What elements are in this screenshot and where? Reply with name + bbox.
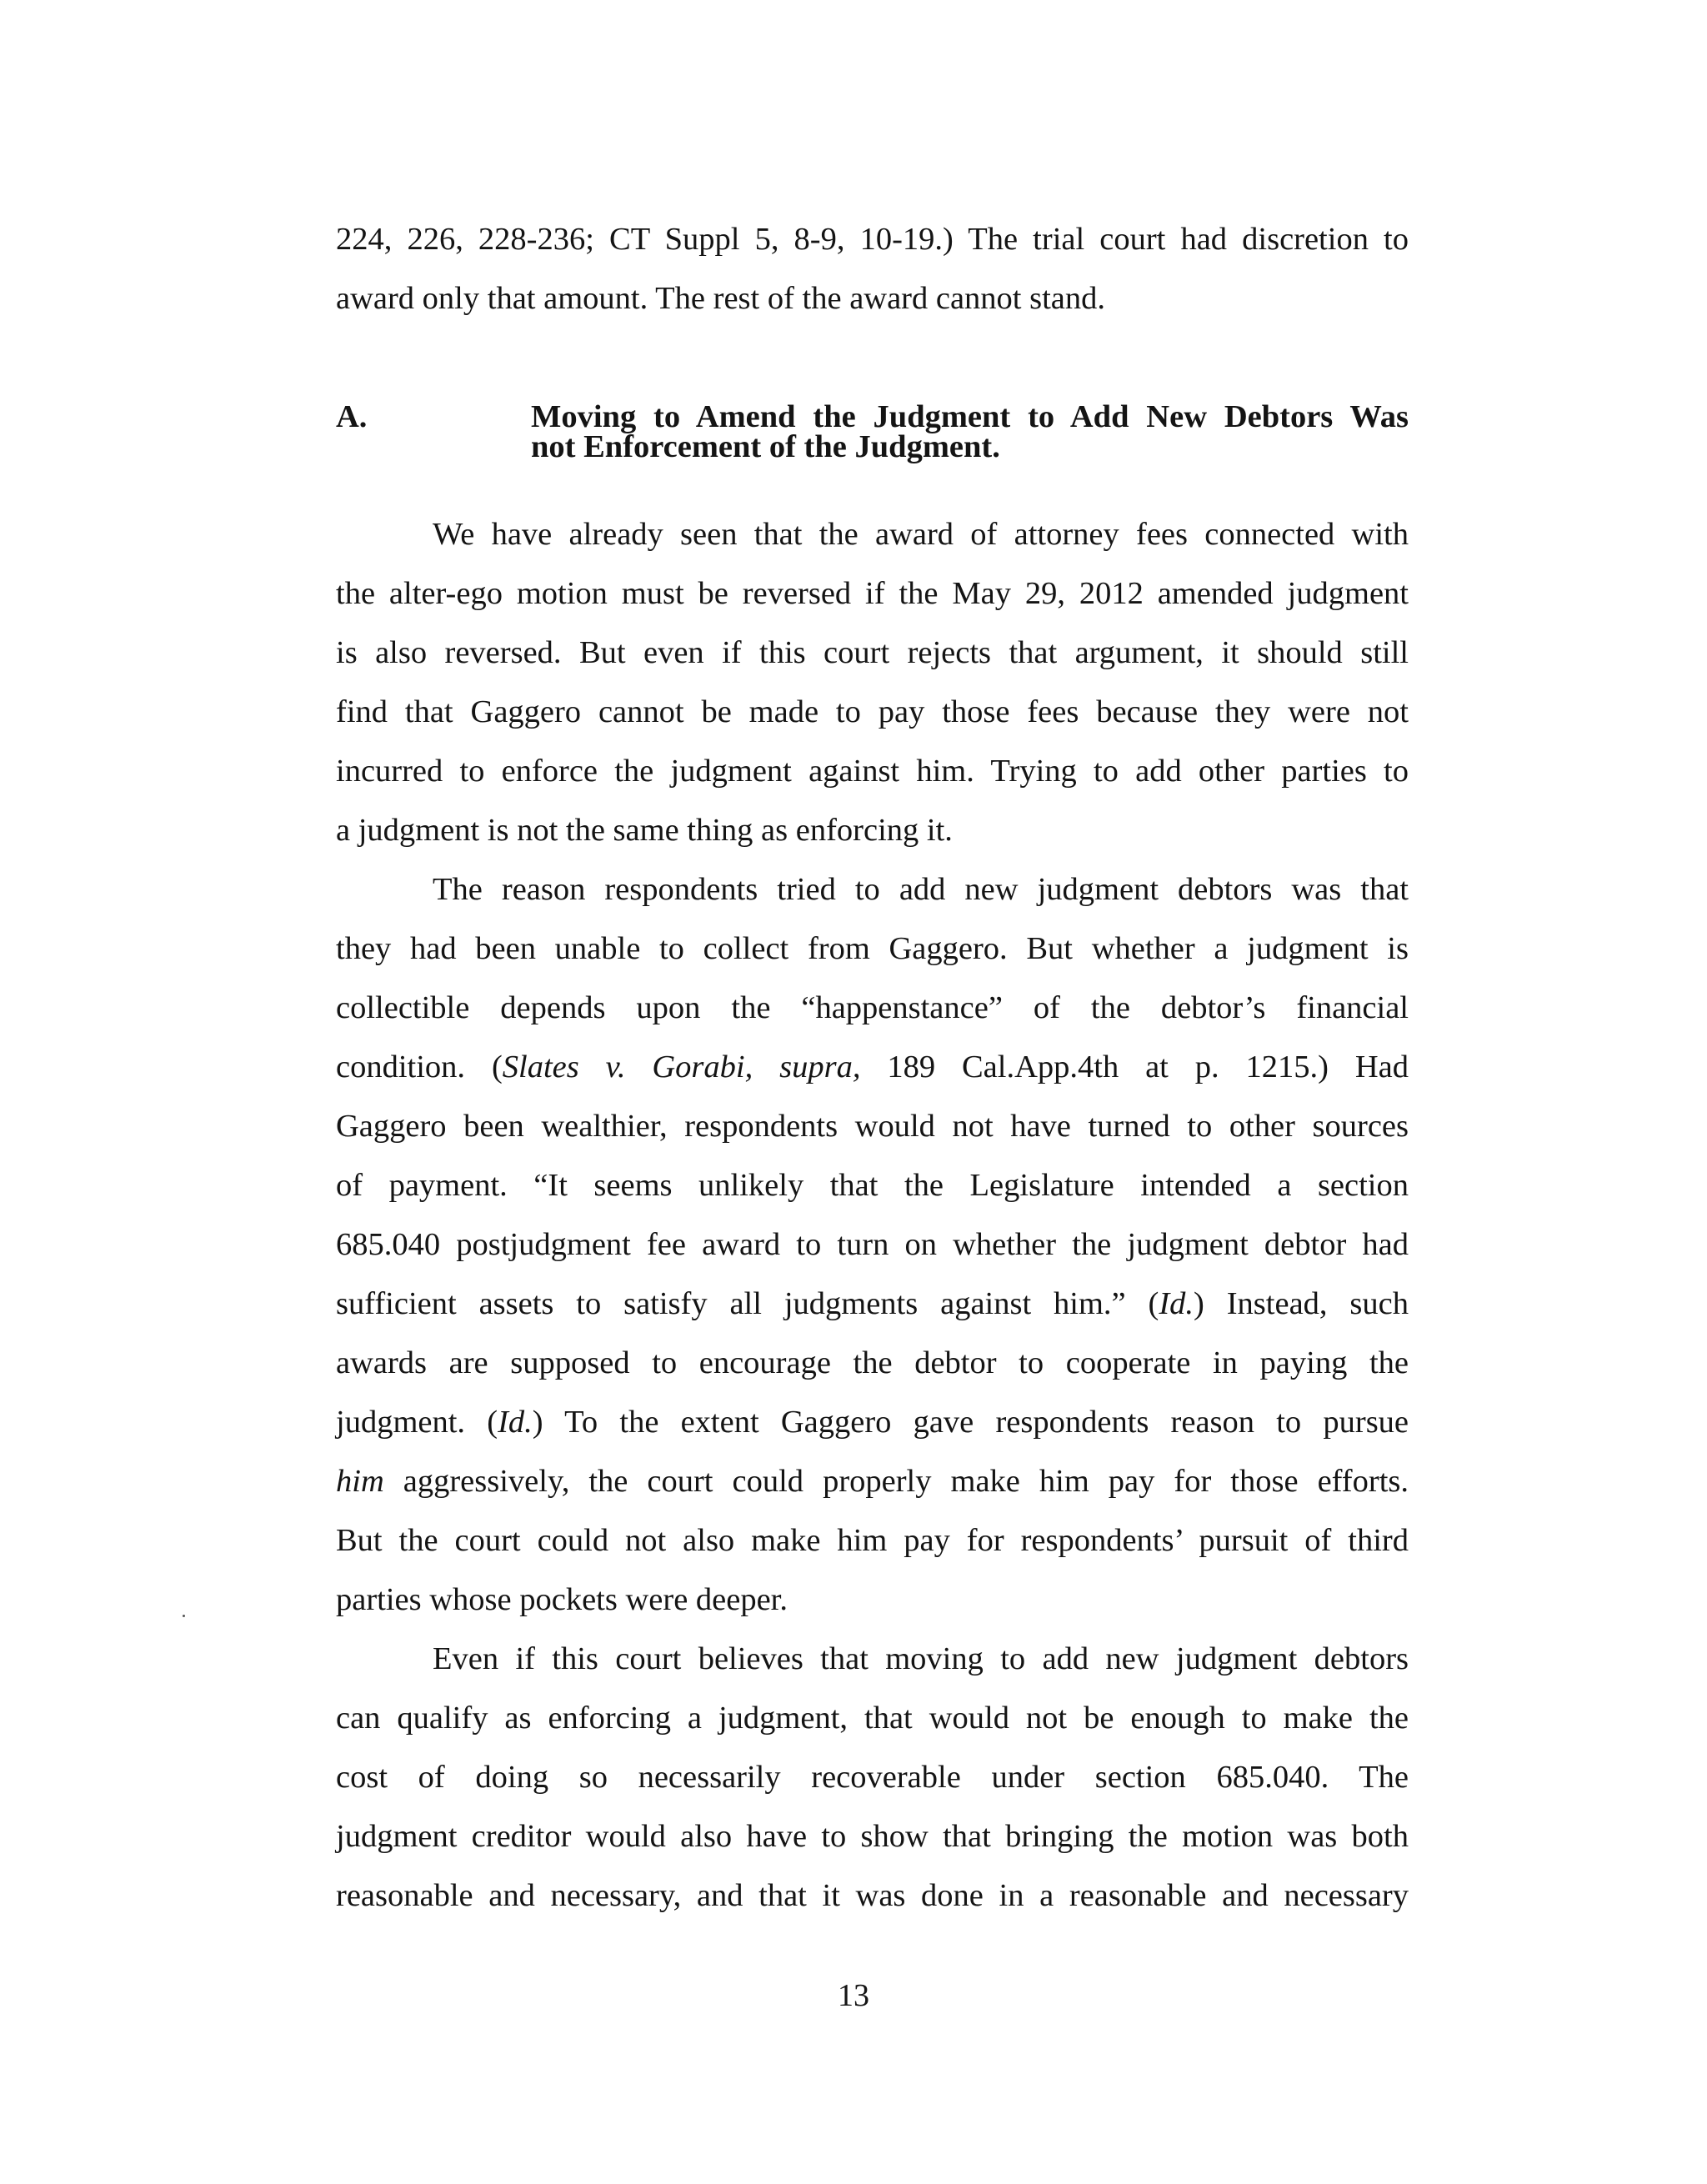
id-citation: Id. xyxy=(498,1405,533,1440)
body-line: 685.040 postjudgment fee award to turn on whether the judgment debtor had xyxy=(336,1227,1409,1262)
body-line: parties whose pockets were deeper. xyxy=(336,1582,788,1617)
body-line: We have already seen that the award of attorney fees connected with xyxy=(433,517,1409,552)
emphasis: him xyxy=(336,1464,384,1499)
section-title-line: not Enforcement of the Judgment. xyxy=(531,429,1000,464)
body-line: collectible depends upon the “happenstance” of the debtor’s financial xyxy=(336,990,1409,1025)
body-line: award only that amount. The rest of the award cannot stand. xyxy=(336,281,1106,316)
body-line xyxy=(336,1462,1409,1500)
text-run: ) Instead, such xyxy=(1194,1286,1409,1321)
body-line xyxy=(336,1048,1409,1086)
text-run: 189 Cal.App.4th at p. 1215.) Had xyxy=(860,1049,1409,1084)
body-line: judgment creditor would also have to show that bringing the motion was both xyxy=(336,1819,1409,1854)
case-citation: Slates v. Gorabi, supra, xyxy=(502,1049,861,1084)
body-line: cost of doing so necessarily recoverable under section 685.040. The xyxy=(336,1760,1409,1795)
body-line: The reason respondents tried to add new judgment debtors was that xyxy=(433,872,1409,907)
text-run: condition. ( xyxy=(336,1049,503,1084)
id-citation: Id. xyxy=(1159,1286,1194,1321)
body-line: is also reversed. But even if this court rejects that argument, it should still xyxy=(336,635,1409,670)
scan-speck xyxy=(183,1615,185,1617)
body-line: reasonable and necessary, and that it was done in a reasonable and necessary xyxy=(336,1878,1409,1913)
body-line xyxy=(336,1403,1409,1441)
section-title-line: Moving to Amend the Judgment to Add New Debtors Was xyxy=(531,399,1409,434)
text-run: judgment. ( xyxy=(336,1405,498,1440)
body-line xyxy=(336,1285,1409,1323)
body-line: they had been unable to collect from Gaggero. But whether a judgment is xyxy=(336,931,1409,966)
body-line: of payment. “It seems unlikely that the Legislature intended a section xyxy=(336,1168,1409,1203)
body-line: 224, 226, 228-236; CT Suppl 5, 8-9, 10-19.) The trial court had discretion to xyxy=(336,222,1409,257)
text-run: ) To the extent Gaggero gave respondents reason to pursue xyxy=(532,1405,1409,1440)
text-run: sufficient assets to satisfy all judgments against him.” ( xyxy=(336,1286,1159,1321)
body-line: incurred to enforce the judgment against him. Trying to add other parties to xyxy=(336,754,1409,789)
section-letter: A. xyxy=(336,399,368,434)
page-number: 13 xyxy=(838,1978,869,2013)
text-run: aggressively, the court could properly make him pay for those efforts. xyxy=(383,1464,1409,1499)
body-line: But the court could not also make him pay for respondents’ pursuit of third xyxy=(336,1523,1409,1558)
body-line: Gaggero been wealthier, respondents would not have turned to other sources xyxy=(336,1109,1409,1144)
body-line: can qualify as enforcing a judgment, that would not be enough to make the xyxy=(336,1701,1409,1736)
body-line: Even if this court believes that moving to add new judgment debtors xyxy=(433,1641,1409,1676)
body-line: the alter-ego motion must be reversed if the May 29, 2012 amended judgment xyxy=(336,576,1409,611)
body-line: awards are supposed to encourage the debtor to cooperate in paying the xyxy=(336,1345,1409,1380)
body-line: find that Gaggero cannot be made to pay those fees because they were not xyxy=(336,694,1409,729)
body-line: a judgment is not the same thing as enforcing it. xyxy=(336,813,953,848)
